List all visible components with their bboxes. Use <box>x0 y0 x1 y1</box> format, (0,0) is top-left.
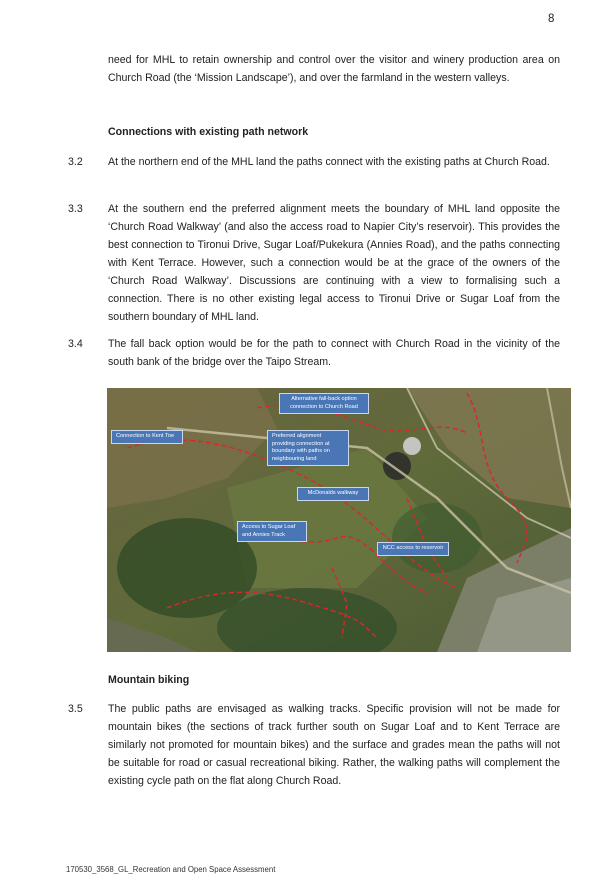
item-paragraph: At the northern end of the MHL land the paths connect with the existing paths at Church Road. <box>108 156 550 168</box>
section-heading-connections: Connections with existing path network <box>108 126 309 138</box>
aerial-map <box>107 388 571 652</box>
callout-kent-toe: Connection to Kent Toe <box>111 430 183 444</box>
item-paragraph: The public paths are envisaged as walking tracks. Specific provision will not be made for mountain bikes (the sections of track further south on Sugar Loaf and to Kent Terrace are similarly not promoted for mountain bikes) and the surface and grades mean the paths will not be suitable for road or casual recreational biking. Rather, the walking paths will complement the existing cycle path on the flat along Church Road. <box>108 703 560 787</box>
item-paragraph: The fall back option would be for the path to connect with Church Road in the vicinity of the south bank of the bridge over the Taipo Stream. <box>108 338 560 368</box>
callout-ncc: NCC access to reservoir <box>377 542 449 556</box>
section-heading-mountain-biking: Mountain biking <box>108 674 190 686</box>
item-number: 3.4 <box>68 338 83 350</box>
item-number: 3.3 <box>68 203 83 215</box>
page-number: 8 <box>548 13 555 25</box>
item-number: 3.5 <box>68 703 83 715</box>
intro-paragraph: need for MHL to retain ownership and control over the visitor and winery production area on Church Road (the ‘Mission Landscape’), and over the farmland in the western valleys. <box>108 54 560 84</box>
callout-preferred: Preferred alignment providing connection at boundary with paths on neighbouring land <box>267 430 349 466</box>
callout-sugar-loaf: Access to Sugar Loaf and Annies Track <box>237 521 307 542</box>
callout-mcdonalds: McDonalds walkway <box>297 487 369 501</box>
aerial-map-image <box>107 388 571 652</box>
callout-fallback: Alternative fall-back option connection to Church Road <box>279 393 369 414</box>
item-number: 3.2 <box>68 156 83 168</box>
item-paragraph: At the southern end the preferred alignment meets the boundary of MHL land opposite the ‘Church Road Walkway’ (and also the access road to Napier City’s reservoir). This provides the best connection to Tironui Drive, Sugar Loaf/Pukekura (Annies Road), and the paths connecting with Kent Terrace. However, such a connection would be at the grace of the owners of the ‘Church Road Walkway’. Discussions are continuing with a view to formalising such a connection. There is no other existing legal access to Tironui Drive or Sugar Loaf from the southern boundary of MHL land. <box>108 203 560 323</box>
footer: 170530_3568_GL_Recreation and Open Space Assessment <box>66 865 276 874</box>
